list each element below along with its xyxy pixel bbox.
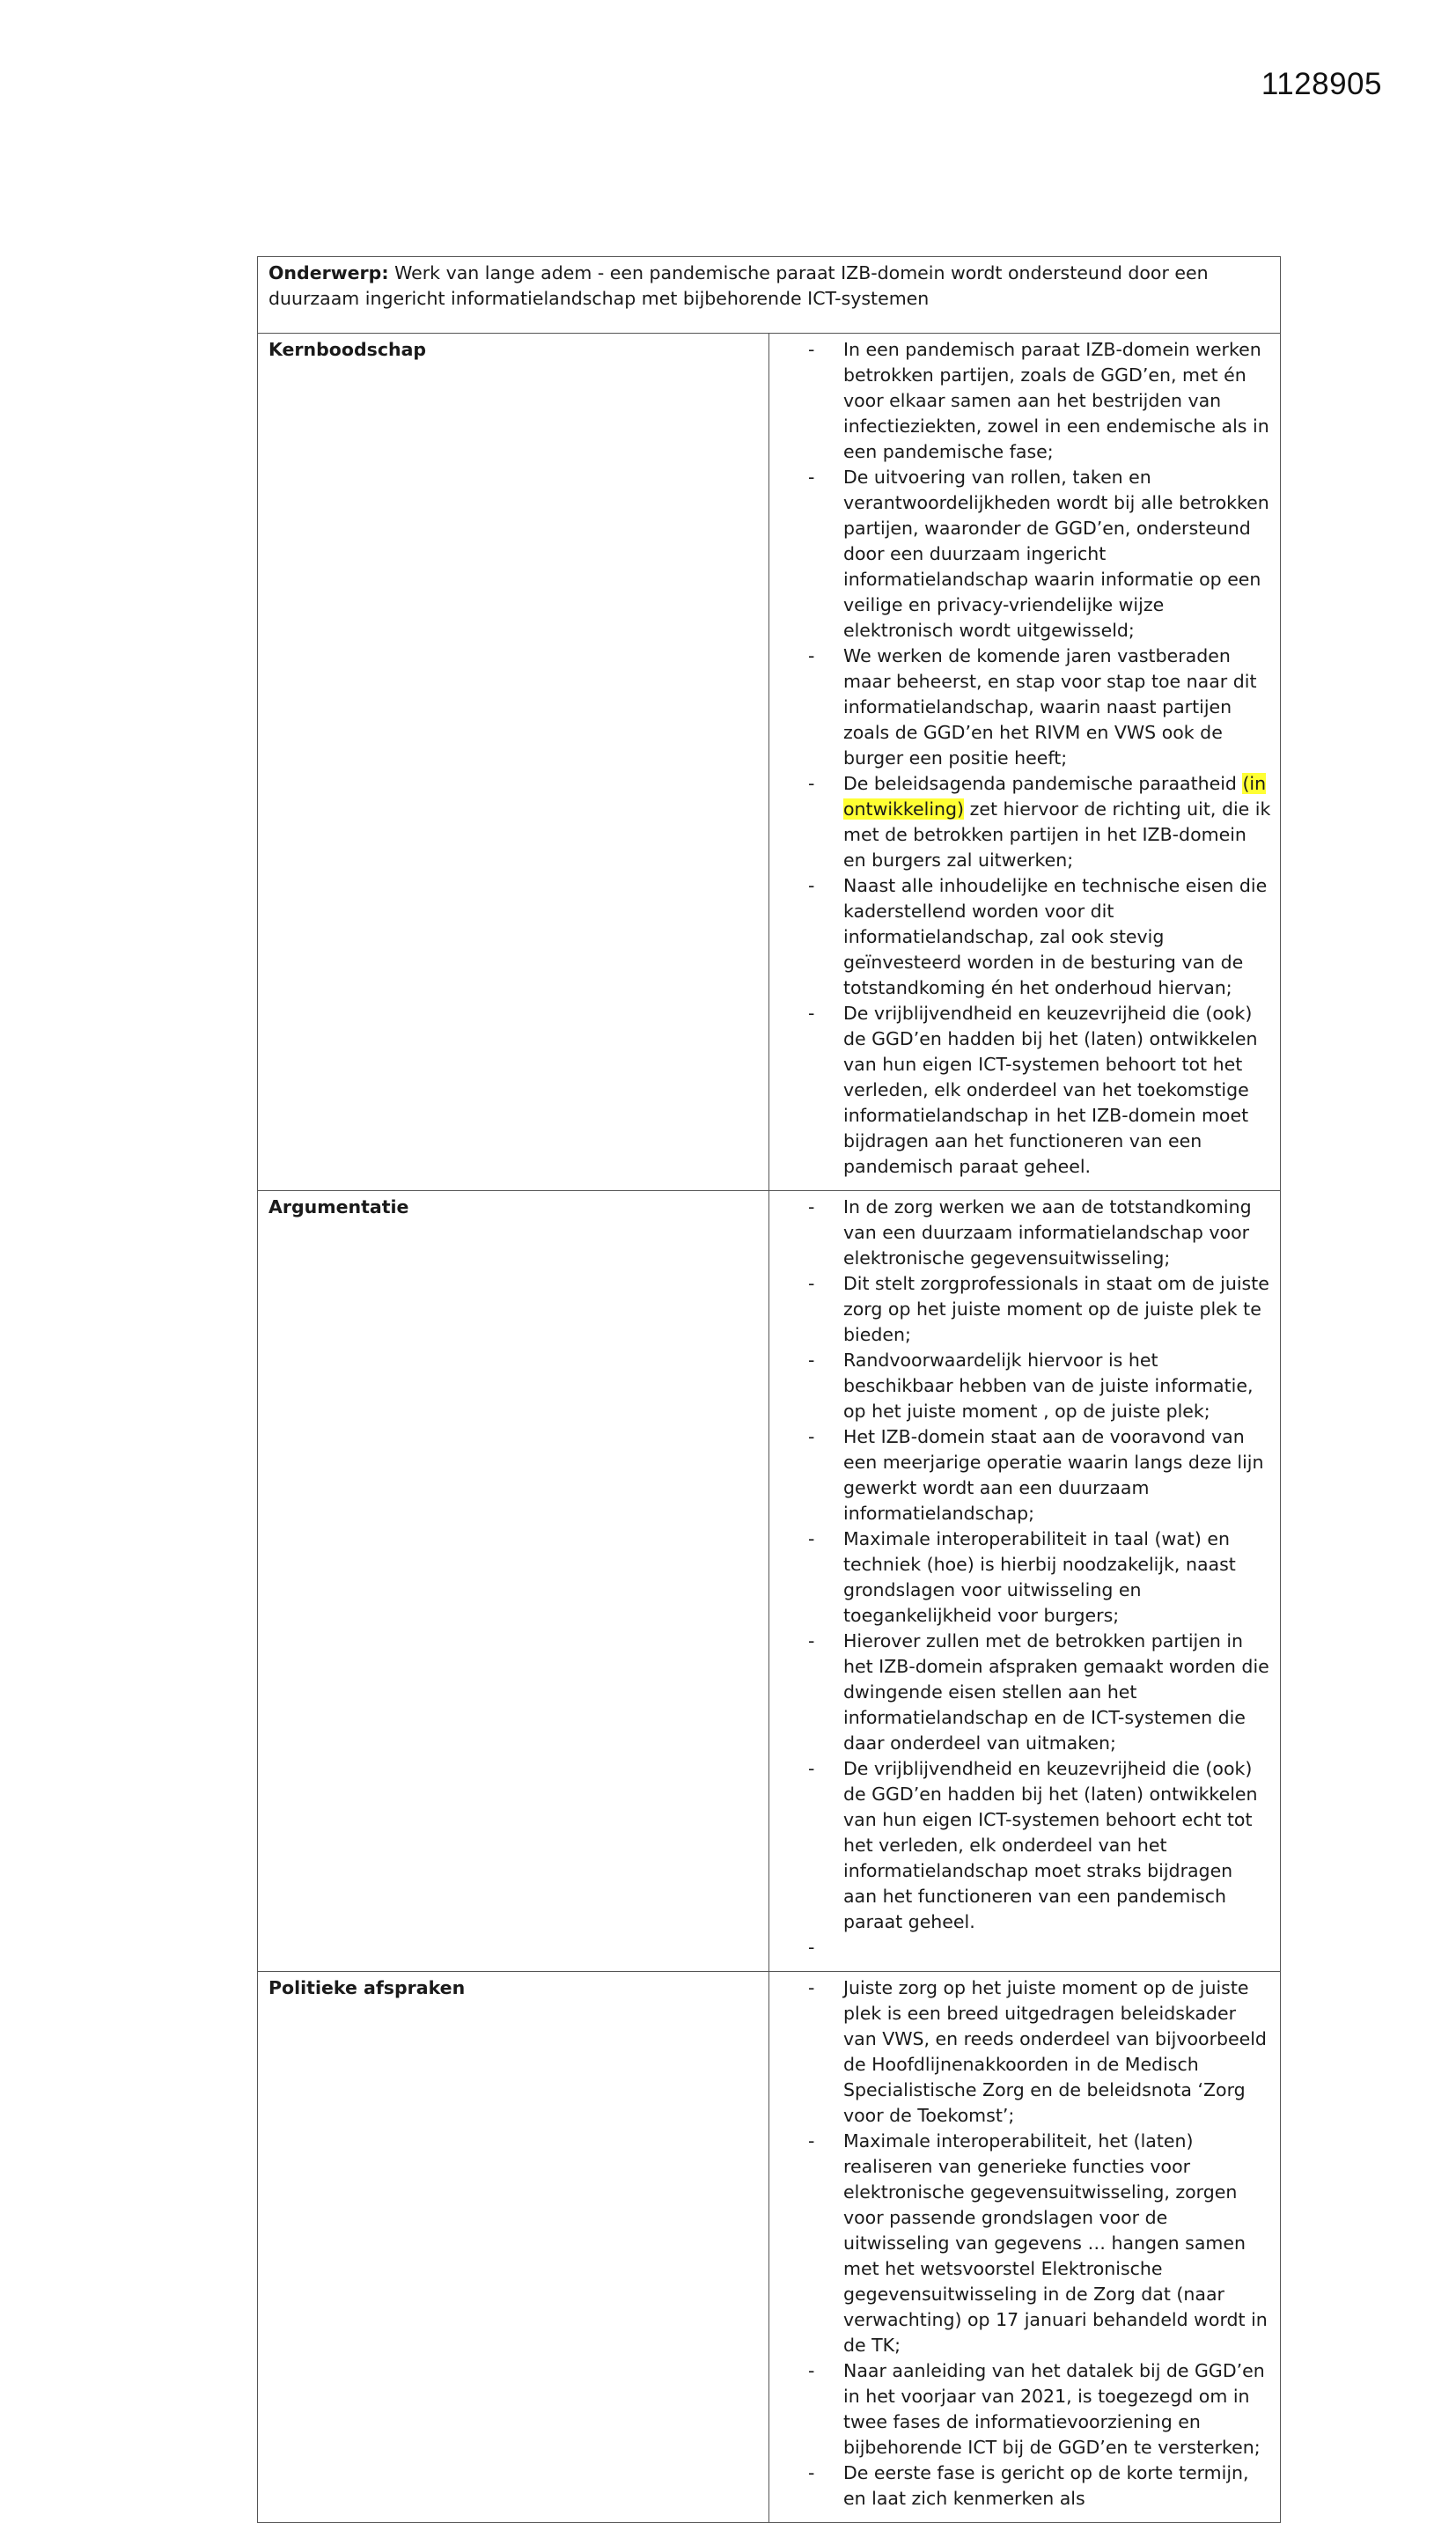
memo-table bbox=[257, 256, 1281, 2523]
bullet-text: Juiste zorg op het juiste moment op de juiste plek is een breed uitgedragen beleidskader van VWS, en reeds onderdeel van bijvoorbeeld de Hoofdlijnenakkoorden in de Medisch Specialistische Zorg en de beleidsnota ‘Zorg voor de Toekomst’; bbox=[843, 1977, 1267, 2126]
bullet-text: De vrijblijvendheid en keuzevrijheid die (ook) de GGD’en hadden bij het (laten) ontwikkelen van hun eigen ICT-systemen behoort echt tot het verleden, elk onderdeel van het informatielandschap moet straks bijdragen aan het functioneren van een pandemisch paraat geheel. bbox=[843, 1758, 1258, 1932]
subject-cell bbox=[258, 257, 1281, 334]
bullet-list bbox=[808, 1195, 1271, 1960]
list-item bbox=[808, 771, 1271, 873]
section-content bbox=[769, 1191, 1281, 1972]
bullet-text: Randvoorwaardelijk hiervoor is het beschikbaar hebben van de juiste informatie, op het juiste moment , op de juiste plek; bbox=[843, 1350, 1254, 1422]
bullet-text: In de zorg werken we aan de totstandkoming van een duurzaam informatielandschap voor elektronische gegevensuitwisseling; bbox=[843, 1196, 1252, 1269]
section-label: Kernboodschap bbox=[258, 334, 769, 1191]
subject-text: Werk van lange adem - een pandemische paraat IZB-domein wordt ondersteund door een duurzaam ingericht informatielandschap met bijbehorende ICT-systemen bbox=[268, 262, 1209, 309]
bullet-text: De uitvoering van rollen, taken en verantwoordelijkheden wordt bij alle betrokken partijen, waaronder de GGD’en, ondersteund door een duurzaam ingericht informatielandschap waarin informatie op een veilige en privacy-vriendelijke wijze elektronisch wordt uitgewisseld; bbox=[843, 467, 1269, 641]
dash-icon: - bbox=[808, 1758, 815, 1779]
list-item bbox=[808, 1935, 1271, 1960]
bullet-text-after: zet hiervoor de richting uit, die ik met de betrokken partijen in het IZB-domein en burgers zal uitwerken; bbox=[843, 798, 1271, 871]
dash-icon: - bbox=[808, 2462, 815, 2483]
bullet-text: Naar aanleiding van het datalek bij de GGD’en in het voorjaar van 2021, is toegezegd om in twee fases de informatievoorziening en bijbehorende ICT bij de GGD’en te versterken; bbox=[843, 2360, 1265, 2458]
bullet-text: In een pandemisch paraat IZB-domein werken betrokken partijen, zoals de GGD’en, met én voor elkaar samen aan het bestrijden van infectieziekten, zowel in een endemische als in een pandemische fase; bbox=[843, 339, 1269, 462]
list-item bbox=[808, 644, 1271, 771]
dash-icon: - bbox=[808, 2360, 815, 2381]
bullet-list bbox=[808, 337, 1271, 1180]
dash-icon: - bbox=[808, 645, 815, 666]
document-number: 1128905 bbox=[1261, 67, 1382, 101]
section-label: Politieke afspraken bbox=[258, 1972, 769, 2523]
section-row-politieke-afspraken bbox=[258, 1972, 1281, 2523]
list-item bbox=[808, 2129, 1271, 2358]
list-item bbox=[808, 1424, 1271, 1526]
list-item bbox=[808, 1348, 1271, 1424]
list-item bbox=[808, 1756, 1271, 1935]
list-item bbox=[808, 1001, 1271, 1180]
bullet-text: Maximale interoperabiliteit, het (laten) realiseren van generieke functies voor elektronische gegevensuitwisseling, zorgen voor passende grondslagen voor de uitwisseling van gegevens … hangen samen met het wetsvoorstel Elektronische gegevensuitwisseling in de Zorg dat (naar verwachting) op 17 januari behandeld wordt in de TK; bbox=[843, 2130, 1268, 2356]
dash-icon: - bbox=[808, 339, 815, 360]
dash-icon: - bbox=[808, 1937, 815, 1958]
highlighted-text: (in ontwikkeling) bbox=[843, 773, 1267, 820]
dash-icon: - bbox=[808, 1977, 815, 1998]
dash-icon: - bbox=[808, 2130, 815, 2152]
subject-row bbox=[258, 257, 1281, 334]
list-item bbox=[808, 1271, 1271, 1348]
dash-icon: - bbox=[808, 1196, 815, 1217]
bullet-text-before: De beleidsagenda pandemische paraatheid bbox=[843, 773, 1243, 794]
subject-label: Onderwerp: bbox=[268, 262, 389, 283]
dash-icon: - bbox=[808, 1003, 815, 1024]
bullet-list bbox=[808, 1975, 1271, 2512]
dash-icon: - bbox=[808, 1273, 815, 1294]
list-item bbox=[808, 465, 1271, 644]
section-label: Argumentatie bbox=[258, 1191, 769, 1972]
dash-icon: - bbox=[808, 1350, 815, 1371]
bullet-text: Het IZB-domein staat aan de vooravond van een meerjarige operatie waarin langs deze lijn gewerkt wordt aan een duurzaam informatielandschap; bbox=[843, 1426, 1264, 1524]
list-item bbox=[808, 1195, 1271, 1271]
dash-icon: - bbox=[808, 467, 815, 488]
bullet-text: De vrijblijvendheid en keuzevrijheid die (ook) de GGD’en hadden bij het (laten) ontwikkelen van hun eigen ICT-systemen behoort tot het verleden, elk onderdeel van het toekomstige informatielandschap in het IZB-domein moet bijdragen aan het functioneren van een pandemisch paraat geheel. bbox=[843, 1003, 1258, 1177]
list-item bbox=[808, 873, 1271, 1001]
section-row-kernboodschap bbox=[258, 334, 1281, 1191]
bullet-text: Hierover zullen met de betrokken partijen in het IZB-domein afspraken gemaakt worden die dwingende eisen stellen aan het informatielandschap en de ICT-systemen die daar onderdeel van uitmaken; bbox=[843, 1630, 1269, 1754]
bullet-text: De eerste fase is gericht op de korte termijn, en laat zich kenmerken als bbox=[843, 2462, 1249, 2509]
dash-icon: - bbox=[808, 773, 815, 794]
list-item bbox=[808, 2358, 1271, 2460]
bullet-text: We werken de komende jaren vastberaden maar beheerst, en stap voor stap toe naar dit informatielandschap, waarin naast partijen zoals de GGD’en het RIVM en VWS ook de burger een positie heeft; bbox=[843, 645, 1257, 769]
list-item bbox=[808, 1526, 1271, 1629]
section-row-argumentatie bbox=[258, 1191, 1281, 1972]
dash-icon: - bbox=[808, 875, 815, 896]
bullet-text: Dit stelt zorgprofessionals in staat om de juiste zorg op het juiste moment op de juiste plek te bieden; bbox=[843, 1273, 1269, 1345]
section-content bbox=[769, 334, 1281, 1191]
bullet-text: Maximale interoperabiliteit in taal (wat) en techniek (hoe) is hierbij noodzakelijk, naast grondslagen voor uitwisseling en toegankelijkheid voor burgers; bbox=[843, 1528, 1236, 1626]
list-item bbox=[808, 1629, 1271, 1756]
list-item bbox=[808, 1975, 1271, 2129]
dash-icon: - bbox=[808, 1528, 815, 1549]
list-item bbox=[808, 337, 1271, 465]
list-item bbox=[808, 2460, 1271, 2512]
section-content bbox=[769, 1972, 1281, 2523]
dash-icon: - bbox=[808, 1426, 815, 1447]
dash-icon: - bbox=[808, 1630, 815, 1651]
bullet-text: Naast alle inhoudelijke en technische eisen die kaderstellend worden voor dit informatielandschap, zal ook stevig geïnvesteerd worden in de besturing van de totstandkoming én het onderhoud hiervan; bbox=[843, 875, 1268, 998]
